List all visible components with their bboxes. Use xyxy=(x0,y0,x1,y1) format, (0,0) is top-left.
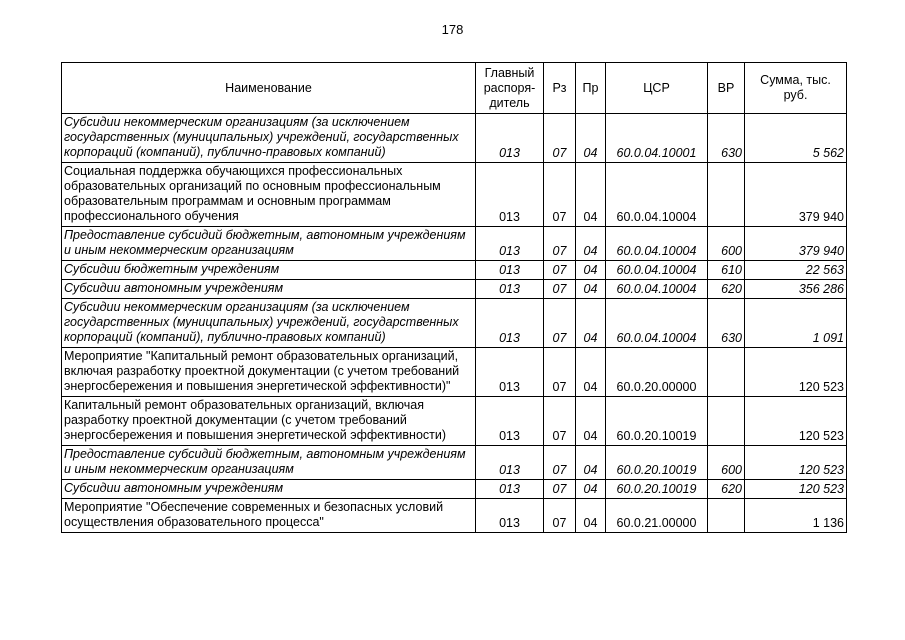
cell-rz: 07 xyxy=(544,261,576,280)
cell-admin: 013 xyxy=(476,261,544,280)
cell-csr: 60.0.04.10004 xyxy=(606,261,708,280)
header-name: Наименование xyxy=(62,63,476,114)
table-row xyxy=(62,280,847,299)
cell-name: Мероприятие "Обеспечение современных и безопасных условий осуществления образовательного процесса" xyxy=(62,499,476,533)
table-row xyxy=(62,397,847,446)
cell-admin: 013 xyxy=(476,227,544,261)
cell-name: Мероприятие "Капитальный ремонт образовательных организаций, включая разработку проектной документации (с учетом требований энергосбережения и повышения энергетической эффективности)" xyxy=(62,348,476,397)
table-row xyxy=(62,499,847,533)
cell-admin: 013 xyxy=(476,163,544,227)
table-row xyxy=(62,261,847,280)
cell-admin: 013 xyxy=(476,499,544,533)
cell-pr: 04 xyxy=(576,261,606,280)
cell-sum: 1 136 xyxy=(745,499,847,533)
cell-name: Субсидии некоммерческим организациям (за исключением государственных (муниципальных) учреждений, государственных корпораций (компаний), публично-правовых компаний) xyxy=(62,299,476,348)
table-row xyxy=(62,446,847,480)
cell-admin: 013 xyxy=(476,280,544,299)
cell-pr: 04 xyxy=(576,480,606,499)
cell-csr: 60.0.04.10004 xyxy=(606,227,708,261)
cell-name: Предоставление субсидий бюджетным, автономным учреждениям и иным некоммерческим организациям xyxy=(62,446,476,480)
cell-vr xyxy=(708,397,745,446)
cell-csr: 60.0.20.10019 xyxy=(606,397,708,446)
cell-vr xyxy=(708,163,745,227)
cell-sum: 120 523 xyxy=(745,480,847,499)
cell-sum: 5 562 xyxy=(745,114,847,163)
cell-admin: 013 xyxy=(476,348,544,397)
cell-pr: 04 xyxy=(576,227,606,261)
cell-admin: 013 xyxy=(476,114,544,163)
cell-name: Субсидии некоммерческим организациям (за исключением государственных (муниципальных) учреждений, государственных корпораций (компаний), публично-правовых компаний) xyxy=(62,114,476,163)
cell-sum: 1 091 xyxy=(745,299,847,348)
cell-admin: 013 xyxy=(476,480,544,499)
cell-rz: 07 xyxy=(544,499,576,533)
table-row xyxy=(62,480,847,499)
cell-csr: 60.0.04.10004 xyxy=(606,163,708,227)
cell-vr: 600 xyxy=(708,227,745,261)
table-body xyxy=(62,114,847,533)
cell-csr: 60.0.20.10019 xyxy=(606,480,708,499)
cell-vr: 630 xyxy=(708,114,745,163)
cell-csr: 60.0.20.00000 xyxy=(606,348,708,397)
header-row xyxy=(62,63,847,114)
cell-name: Предоставление субсидий бюджетным, автономным учреждениям и иным некоммерческим организациям xyxy=(62,227,476,261)
cell-pr: 04 xyxy=(576,280,606,299)
cell-name: Социальная поддержка обучающихся профессиональных образовательных организаций по основным профессиональным образовательным программам и основным программам профессионального обучения xyxy=(62,163,476,227)
cell-admin: 013 xyxy=(476,446,544,480)
cell-csr: 60.0.20.10019 xyxy=(606,446,708,480)
cell-sum: 120 523 xyxy=(745,397,847,446)
cell-pr: 04 xyxy=(576,163,606,227)
cell-rz: 07 xyxy=(544,299,576,348)
cell-rz: 07 xyxy=(544,227,576,261)
cell-csr: 60.0.21.00000 xyxy=(606,499,708,533)
cell-pr: 04 xyxy=(576,299,606,348)
cell-pr: 04 xyxy=(576,348,606,397)
cell-name: Субсидии автономным учреждениям xyxy=(62,280,476,299)
table-row xyxy=(62,163,847,227)
table-row xyxy=(62,299,847,348)
cell-rz: 07 xyxy=(544,480,576,499)
cell-pr: 04 xyxy=(576,114,606,163)
cell-sum: 356 286 xyxy=(745,280,847,299)
cell-rz: 07 xyxy=(544,348,576,397)
cell-name: Субсидии автономным учреждениям xyxy=(62,480,476,499)
cell-sum: 379 940 xyxy=(745,163,847,227)
cell-csr: 60.0.04.10001 xyxy=(606,114,708,163)
cell-rz: 07 xyxy=(544,397,576,446)
cell-rz: 07 xyxy=(544,280,576,299)
budget-table xyxy=(61,62,847,533)
cell-rz: 07 xyxy=(544,446,576,480)
cell-sum: 120 523 xyxy=(745,348,847,397)
cell-csr: 60.0.04.10004 xyxy=(606,299,708,348)
cell-sum: 22 563 xyxy=(745,261,847,280)
cell-vr: 610 xyxy=(708,261,745,280)
cell-name: Субсидии бюджетным учреждениям xyxy=(62,261,476,280)
header-sum: Сумма, тыс. руб. xyxy=(745,63,847,114)
cell-vr: 620 xyxy=(708,280,745,299)
cell-vr xyxy=(708,348,745,397)
cell-pr: 04 xyxy=(576,446,606,480)
table-row xyxy=(62,227,847,261)
table-row xyxy=(62,114,847,163)
cell-admin: 013 xyxy=(476,299,544,348)
header-admin: Главный распоря-дитель xyxy=(476,63,544,114)
page-number: 178 xyxy=(441,22,464,37)
cell-vr: 620 xyxy=(708,480,745,499)
header-vr: ВР xyxy=(708,63,745,114)
cell-pr: 04 xyxy=(576,499,606,533)
cell-sum: 120 523 xyxy=(745,446,847,480)
table-row xyxy=(62,348,847,397)
cell-vr xyxy=(708,499,745,533)
cell-sum: 379 940 xyxy=(745,227,847,261)
header-csr: ЦСР xyxy=(606,63,708,114)
cell-csr: 60.0.04.10004 xyxy=(606,280,708,299)
cell-vr: 630 xyxy=(708,299,745,348)
cell-vr: 600 xyxy=(708,446,745,480)
cell-rz: 07 xyxy=(544,114,576,163)
cell-name: Капитальный ремонт образовательных организаций, включая разработку проектной документации (с учетом требований энергосбережения и повышения энергетической эффективности) xyxy=(62,397,476,446)
header-rz: Рз xyxy=(544,63,576,114)
cell-rz: 07 xyxy=(544,163,576,227)
cell-pr: 04 xyxy=(576,397,606,446)
header-pr: Пр xyxy=(576,63,606,114)
cell-admin: 013 xyxy=(476,397,544,446)
